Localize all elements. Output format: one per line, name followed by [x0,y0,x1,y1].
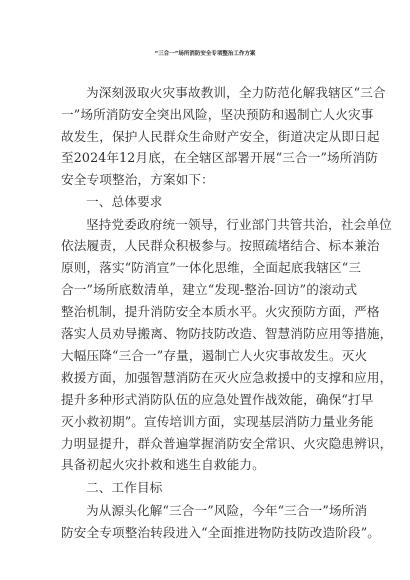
paragraph-line: 力明显提升，群众普遍掌握消防安全常识、火灾隐患辨识， [61,436,393,451]
paragraph-line: 提升多种形式消防队伍的应急处置作战效能，确保“打早 [61,392,374,407]
paragraph-line: 整治机制，提升消防安全本质水平。火灾预防方面，严格 [61,304,380,319]
paragraph-line: 坚持党委政府统一领导，行业部门共管共治，社会单位 [86,217,392,232]
paragraph-line: 安全专项整治，方案如下： [61,172,214,187]
section-heading: 一、总体要求 [86,194,163,209]
paragraph-line: 故发生，保护人民群众生命财产安全，街道决定从即日起 [61,129,380,144]
paragraph-line: 原则，落实“防消宣”一体化思维，全面起底我辖区“三 [61,260,362,275]
paragraph-line: 大幅压降“三合一”存量，遏制亡人火灾事故发生。灭火 [61,348,368,363]
paragraph-line: 救援方面，加强智慧消防在灭火应急救援中的支撑和应用， [61,370,393,385]
paragraph-line: 防安全专项整治转段进入“全面推进物防技防改造阶段”。 [61,525,381,540]
paragraph-line: 一”场所消防安全突出风险，坚决预防和遏制亡人火灾事 [61,107,374,122]
paragraph-line: 灭小救初期”。宣传培训方面，实现基层消防力量业务能 [61,414,374,429]
section-heading: 二、工作目标 [86,480,163,495]
paragraph-line: 落实人员劝导搬离、物防技防改造、智慧消防应用等措施， [61,326,393,341]
document-title: “三合一”场所消防安全专项整治工作方案 [154,51,256,57]
paragraph-line: 至2024年12月底，在全辖区部署开展“三合一”场所消防 [61,150,379,165]
paragraph-line: 合一”场所底数清单，建立“发现-整治-回访”的滚动式 [61,282,358,297]
paragraph-line: 为从源头化解“三合一”风险，今年“三合一”场所消 [86,503,368,518]
paragraph-line: 具备初起火灾扑救和逃生自救能力。 [61,457,265,472]
paragraph-line: 为深刻汲取火灾事故教训，全力防范化解我辖区“三合 [86,85,386,100]
paragraph-line: 依法履责，人民群众积极参与。按照疏堵结合、标本兼治 [61,238,380,253]
